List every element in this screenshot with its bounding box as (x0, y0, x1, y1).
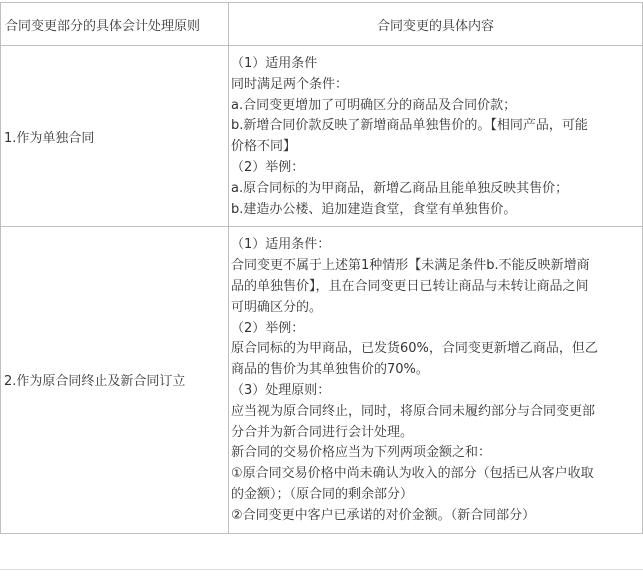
row-content (229, 227, 643, 533)
content-line: 可明确区分的。 (231, 299, 323, 315)
content-line: 的金额）；（原合同的剩余部分） (231, 486, 414, 502)
row-content (229, 46, 643, 227)
contract-change-table (0, 2, 643, 534)
table-row (1, 227, 643, 533)
content-line: 应当视为原合同终止，同时，将原合同未履约部分与合同变更部 (231, 403, 596, 419)
content-line: （2）举例： (231, 320, 305, 336)
table-row (1, 46, 643, 227)
header-principle: 合同变更部分的具体会计处理原则 (1, 3, 229, 46)
content-line: ②合同变更中客户已承诺的对价金额。（新合同部分） (231, 507, 536, 523)
content-line: ①原合同交易价格中尚未确认为收入的部分（包括已从客户收取 (231, 466, 594, 482)
content-line: b.新增合同价款反映了新增商品单独售价的。【相同产品，可能 (231, 118, 588, 134)
table-header-row (1, 3, 643, 46)
content-line: （1）适用条件： (231, 237, 331, 253)
content-line: a.原合同标的为甲商品，新增乙商品且能单独反映其售价； (231, 180, 569, 196)
content-line: （3）处理原则： (231, 382, 331, 398)
content-line: （1）适用条件 (231, 56, 318, 71)
content-line: 价格不同】 (231, 139, 297, 155)
row-principle: 1.作为单独合同 (1, 46, 229, 227)
content-line: 品的单独售价】，且在合同变更日已转让商品与未转让商品之间 (231, 278, 589, 294)
header-content: 合同变更的具体内容 (229, 3, 643, 46)
content-line: a.合同变更增加了可明确区分的商品及合同价款； (231, 97, 517, 113)
content-line: 新合同的交易价格应当为下列两项金额之和： (231, 445, 492, 461)
content-line: 商品的售价为其单独售价的70%。 (231, 362, 429, 378)
content-line: 分合并为新合同进行会计处理。 (231, 424, 414, 440)
content-line: 同时满足两个条件： (231, 76, 349, 92)
content-line: 原合同标的为甲商品，已发货60%，合同变更新增乙商品，但乙 (231, 341, 598, 357)
content-line: 合同变更不属于上述第1种情形【未满足条件b.不能反映新增商 (231, 258, 590, 274)
row-principle: 2.作为原合同终止及新合同订立 (1, 227, 229, 533)
content-line: （2）举例： (231, 159, 305, 175)
page-bottom-divider (0, 569, 643, 570)
content-line: b.建造办公楼、追加建造食堂，食堂有单独售价。 (231, 201, 517, 217)
